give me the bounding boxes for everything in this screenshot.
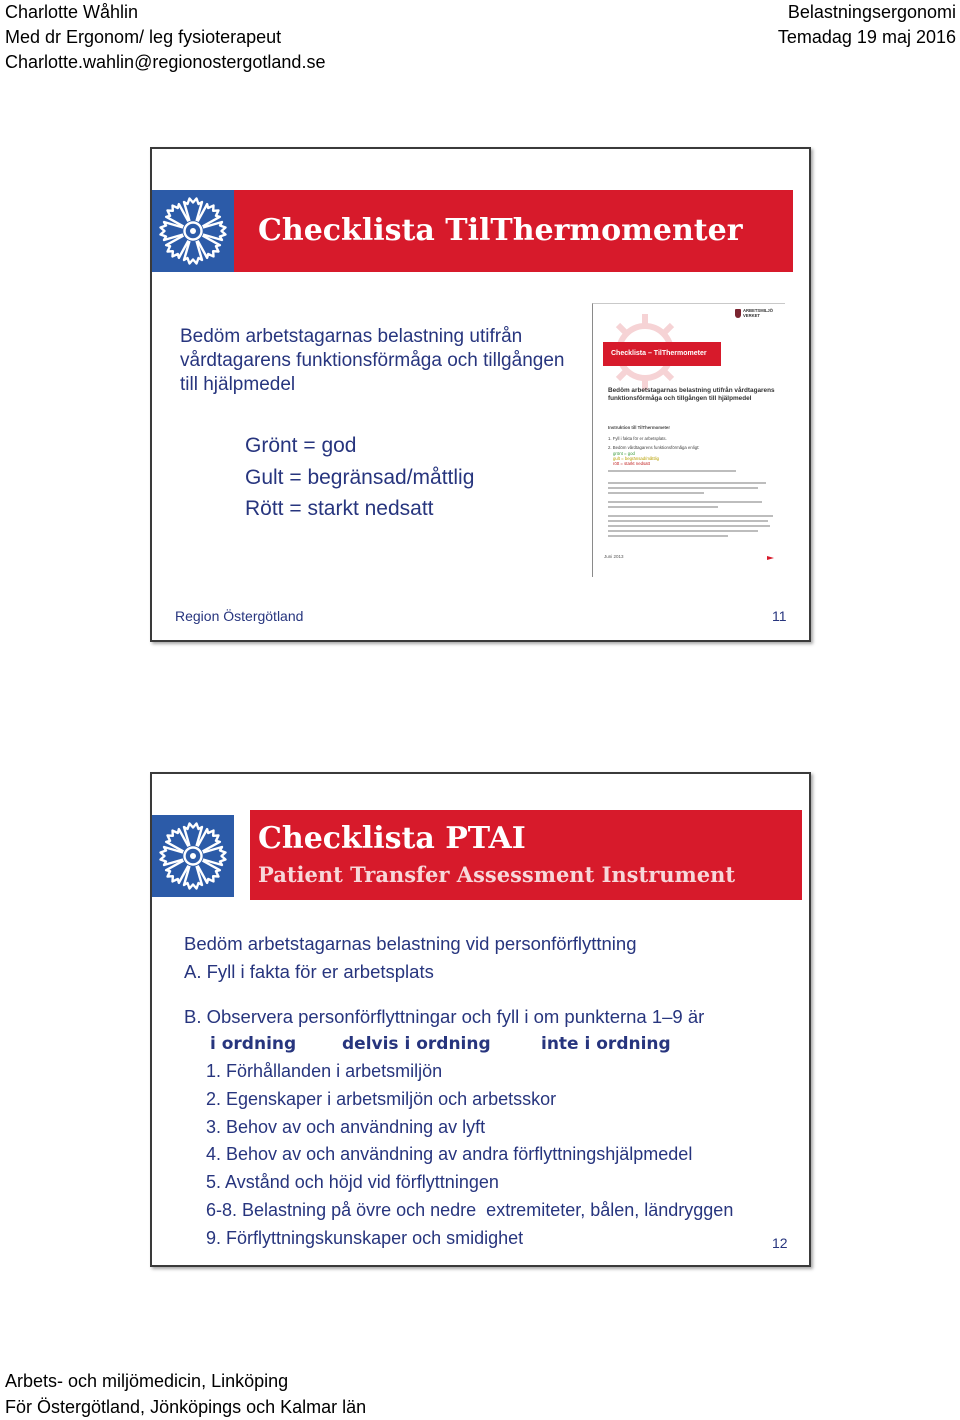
color-legend [245,430,474,525]
slide-title: Checklista PTAI [258,821,526,856]
agency-name: ARBETSMILJÖ VERKET [743,308,774,318]
slide-page-number: 12 [772,1235,788,1251]
author-name: Charlotte Wåhlin [5,2,139,22]
thumbnail-text-line [608,525,770,527]
rating-not-ok: inte i ordning [541,1034,671,1054]
thumbnail-text-line [608,515,773,517]
footer-line: Arbets- och miljömedicin, Linköping [5,1371,289,1391]
slide-title-bar [234,190,793,272]
list-item: 4. Behov av och användning av andra förflyttningshjälpmedel [206,1144,693,1165]
intro-line: till hjälpmedel [180,374,296,395]
list-item: 9. Förflyttningskunskaper och smidighet [206,1227,524,1248]
slide-subtitle: Patient Transfer Assessment Instrument [258,862,736,887]
step-a: A. Fyll i fakta för er arbetsplats [184,961,434,982]
list-item: 6-8. Belastning på övre och nedre extremiteter, bålen, ländryggen [206,1199,734,1220]
thumbnail-date: Juni 2013 [604,554,624,559]
thumbnail-instructions-title: Instruktion till TilThermometer [608,425,670,430]
legend-green: Grönt = god [245,434,357,457]
intro-line: Bedöm arbetstagarnas belastning vid personförflyttning [184,933,637,954]
author-role: Med dr Ergonom/ leg fysioterapeut [5,27,282,47]
checklist-thumbnail [592,303,785,577]
slide-title-bar [250,810,802,900]
thumbnail-text-line [608,520,768,522]
author-email: Charlotte.wahlin@regionostergotland.se [5,52,326,72]
thumbnail-heading: Bedöm arbetstagarnas belastning utifrån vårdtagarens funktionsförmåga och tillgången till hjälpmedel [608,387,775,402]
checklist-items [206,1058,733,1253]
slide-12 [150,772,811,1267]
slide-page-number: 11 [772,608,787,624]
thumbnail-scale-green: grönt = god [613,451,635,456]
header-right [778,0,956,50]
intro-text [180,325,564,397]
thumbnail-text-line [608,530,758,532]
rating-ok: i ordning [210,1034,297,1054]
region-ostergotland-flower-icon [152,190,234,272]
course-topic: Belastningsergonomi [787,2,956,22]
slide-footer-org: Region Östergötland [175,608,304,624]
thumbnail-scale-red: rött = starkt nedsatt [613,461,650,466]
rating-partly-ok: delvis i ordning [342,1034,491,1054]
thumbnail-text-line [608,482,766,484]
thumbnail-banner: Checklista – TilThermometer [603,342,721,366]
thumbnail-step: 1. Fyll i fakta för er arbetsplats. [608,436,667,441]
step-b: B. Observera personförflyttningar och fyll i om punkterna 1–9 är [184,1006,705,1027]
footer-line: För Östergötland, Jönköpings och Kalmar län [5,1397,367,1417]
header-left [5,0,325,75]
legend-red: Rött = starkt nedsatt [245,497,434,520]
region-ostergotland-flower-icon [152,815,234,897]
list-item: 1. Förhållanden i arbetsmiljön [206,1061,443,1081]
legend-yellow: Gult = begränsad/måttlig [245,465,475,489]
thumbnail-text-line [608,470,736,472]
thumbnail-text-line [608,492,704,494]
list-item: 5. Avstånd och höjd vid förflyttningen [206,1172,499,1193]
crest-icon [735,309,741,318]
list-item: 2. Egenskaper i arbetsmiljön och arbetsskor [206,1088,557,1109]
arrow-icon [767,556,774,560]
intro-line: vårdtagarens funktionsförmåga och tillgången [180,350,565,371]
thumbnail-text-line [608,535,728,537]
thumbnail-text-line [608,501,762,503]
intro-line: Bedöm arbetstagarnas belastning utifrån [180,326,523,347]
thumbnail-scale-yellow: gult = begränsad/måttlig [613,456,659,461]
thumbnail-text-line [608,506,718,508]
thumbnail-step: 2. Bedöm vårdtagarens funktionsförmåga enligt: [608,445,700,450]
list-item: 3. Behov av och användning av lyft [206,1116,486,1137]
slide-11 [150,147,811,642]
thumbnail-text-line [608,487,758,489]
page-footer [5,1368,366,1420]
slide-title: Checklista TilThermomenter [258,213,743,248]
course-date: Temadag 19 maj 2016 [777,27,956,47]
